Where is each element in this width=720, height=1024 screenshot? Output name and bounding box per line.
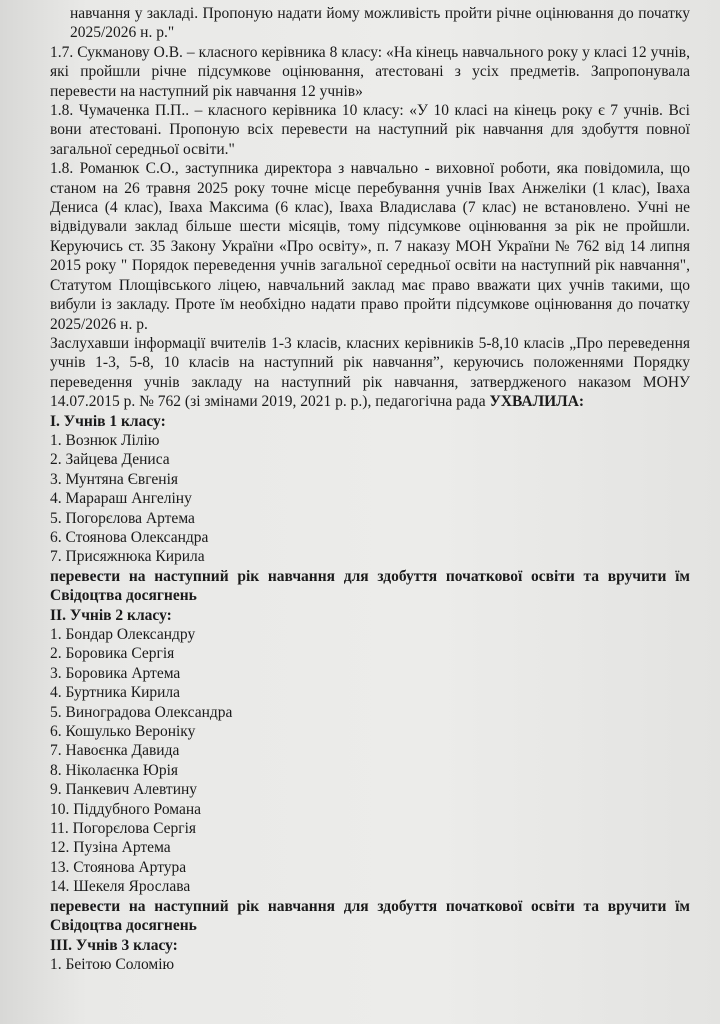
student-item: 8. Ніколаєнка Юрія (50, 761, 179, 779)
report-paragraph: 1.7. Сукманову О.В. – класного керівника 8 класу: «На кінець навчального року у класі 12 учнів, які пройшли річне підсумкове оцінювання, атестовані з усіх предметів. Запропонувала перевести на наступний рік навчання 12 учнів» (50, 43, 690, 100)
resolution-paragraph (50, 334, 690, 412)
student-item: 3. Боровика Артема (50, 664, 181, 682)
student-item: 6. Стоянова Олександра (50, 528, 209, 546)
report-paragraph: 1.8. Романюк С.О., заступника директора з навчально - виховної роботи, яка повідомила, що станом на 26 травня 2025 року точне місце перебування учнів Івах Анжеліки (1 клас), Іваха Дениса (4 клас), Іваха Максима (6 клас), Іваха Владислава (7 клас) не встановлено. Учні не відвідували заклад більше шести місяців, тому підсумкове оцінювання за рік не пройшли. Керуючись ст. 35 Закону України «Про освіту», п. 7 наказу МОН України № 762 від 14 липня 2015 року " Порядок переведення учнів загальної середньої освіти на наступний рік навчання", Статутом Площівського ліцею, навчальний заклад має право вважати цих учнів такими, що вибули із закладу. Проте їм необхідно надати право пройти підсумкове оцінювання до початку 2025/2026 н. р. (50, 160, 690, 333)
student-item: 1. Беітою Соломію (50, 955, 175, 973)
student-item: 12. Пузіна Артема (50, 839, 171, 857)
student-list (50, 431, 690, 567)
document-body (50, 4, 690, 974)
student-item: 5. Погорєлова Артема (50, 509, 195, 527)
student-item: 1. Вознюк Лілію (50, 431, 160, 449)
student-item: 2. Зайцева Дениса (50, 451, 170, 469)
student-item: 11. Погорєлова Сергія (50, 820, 197, 838)
resolution-text: Заслухавши інформації вчителів 1-3 класів, класних керівників 5-8,10 класів „Про переведення учнів 1-3, 5-8, 10 класів на наступний рік навчання”, керуючись положеннями Порядку переведення учнів закладу на наступний рік навчання, затвердженого наказом МОНУ 14.07.2015 р. № 762 (зі змінами 2019, 2021 р. р.), педагогічна рада (50, 334, 690, 411)
student-item: 4. Буртника Кирила (50, 684, 181, 702)
class-section (50, 606, 690, 936)
class-section (50, 412, 690, 606)
section-conclusion: перевести на наступний рік навчання для здобуття початкової освіти та вручити їм Свідоцтва досягнень (50, 567, 690, 605)
student-item: 7. Присяжнюка Кирила (50, 548, 205, 566)
report-paragraph: 1.8. Чумаченка П.П.. – класного керівника 10 класу: «У 10 класі на кінець року є 7 учнів. Всі вони атестовані. Пропоную всіх перевести на наступний рік навчання для здобуття повної загальної середньої освіти." (50, 102, 690, 158)
student-list (50, 955, 690, 974)
resolution-decision: УХВАЛИЛА: (489, 393, 585, 411)
report-paragraph: навчання у закладі. Пропоную надати йому можливість пройти річне оцінювання до початку 2025/2026 н. р." (70, 5, 690, 42)
class-sections (50, 412, 690, 975)
student-list (50, 625, 690, 897)
student-item: 7. Навоєнка Давида (50, 742, 180, 760)
student-item: 3. Мунтяна Євгенія (50, 470, 179, 488)
section-heading: ІІ. Учнів 2 класу: (50, 606, 172, 624)
section-heading: ІІІ. Учнів 3 класу: (50, 936, 178, 954)
student-item: 4. Марараш Ангеліну (50, 490, 192, 508)
student-item: 5. Виноградова Олександра (50, 703, 233, 721)
section-conclusion: перевести на наступний рік навчання для здобуття початкової освіти та вручити їм Свідоцтва досягнень (50, 897, 690, 935)
section-heading: І. Учнів 1 класу: (50, 412, 166, 430)
student-item: 14. Шекеля Ярослава (50, 878, 191, 896)
student-item: 10. Піддубного Романа (50, 800, 202, 818)
paragraphs (50, 4, 690, 334)
student-item: 1. Бондар Олександру (50, 626, 196, 643)
student-item: 13. Стоянова Артура (50, 858, 187, 876)
student-item: 2. Боровика Сергія (50, 645, 175, 663)
student-item: 9. Панкевич Алевтину (50, 781, 198, 799)
student-item: 6. Кошулько Вероніку (50, 723, 196, 741)
class-section (50, 936, 690, 975)
